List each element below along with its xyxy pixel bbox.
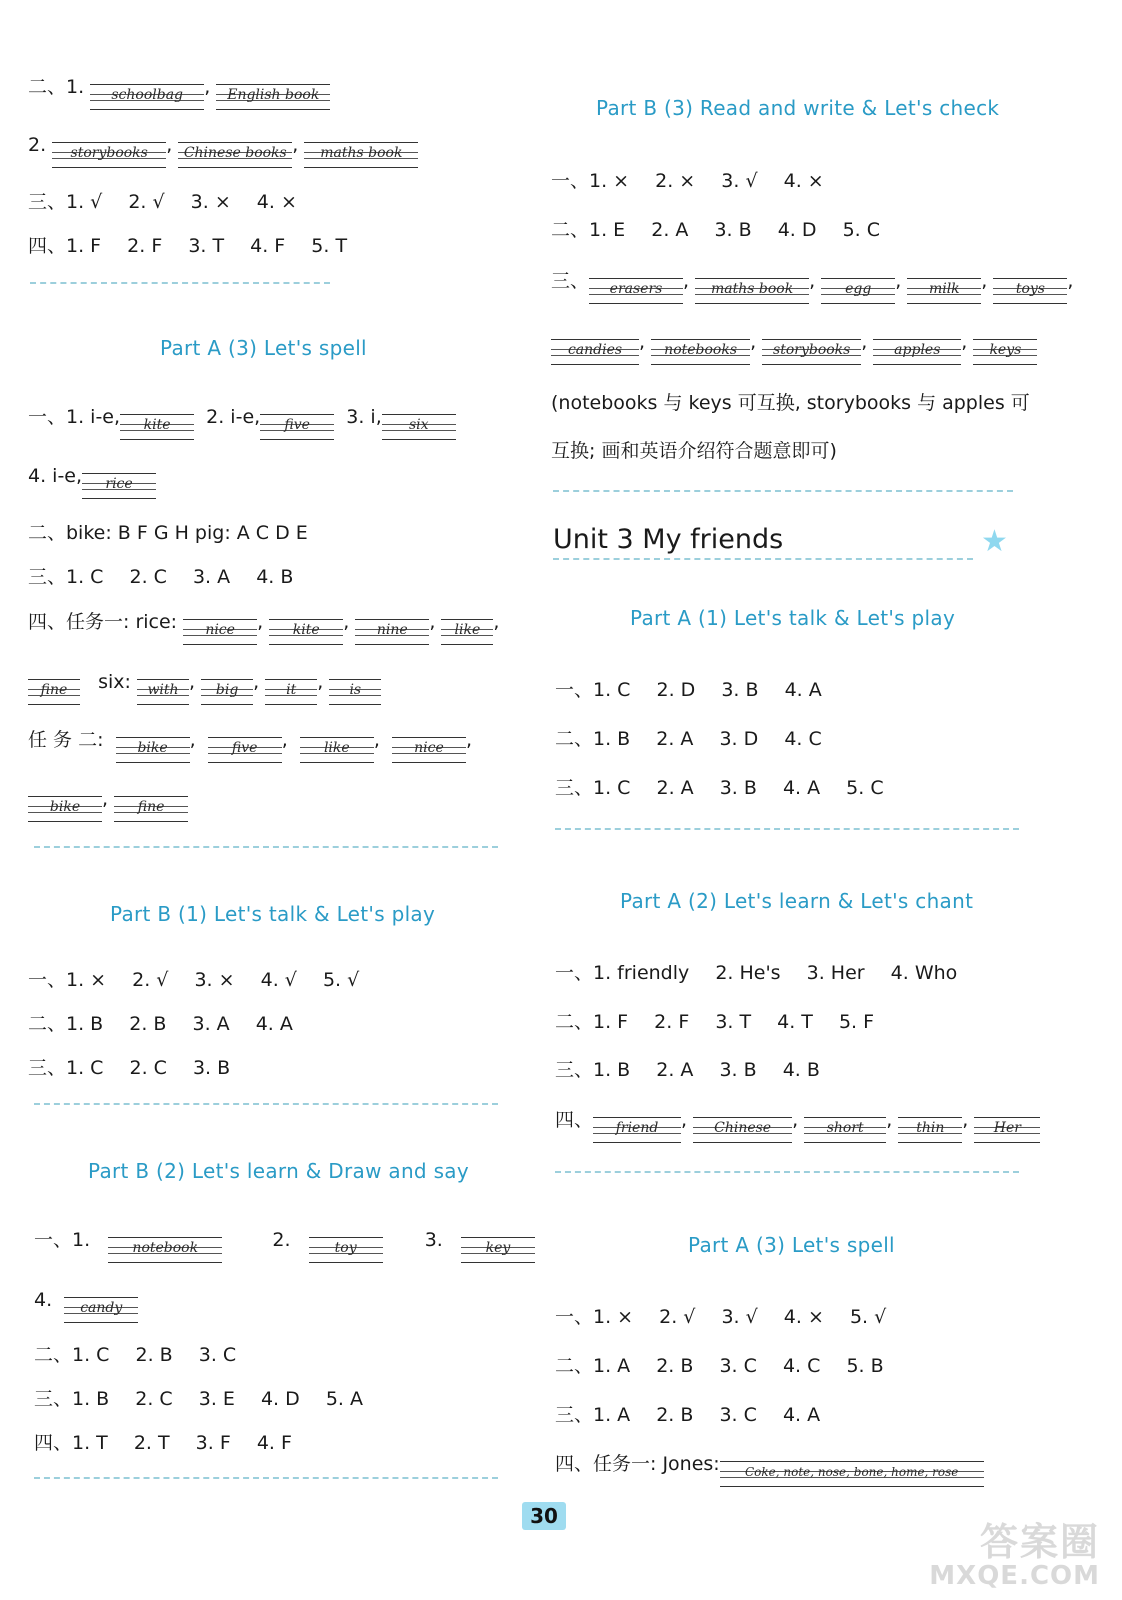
answer-word: key xyxy=(461,1237,535,1263)
answer-row xyxy=(28,1053,250,1083)
item-number: 2. xyxy=(272,1229,291,1251)
answer-item: 2. He's xyxy=(715,962,781,984)
answer-item: 5. √ xyxy=(322,969,360,991)
answer-item: 3. A xyxy=(192,566,231,588)
answer-item: 2. T xyxy=(133,1432,170,1454)
answer-item: 3. E xyxy=(198,1388,235,1410)
answer-item: 2. B xyxy=(129,1013,167,1035)
answer-item: 4. A xyxy=(782,1404,821,1426)
answer-item: 2. √ xyxy=(659,1306,696,1328)
answer-row: 二、bike: B F G H pig: A C D E xyxy=(28,522,308,544)
section-title: Part B (2) Let's learn & Draw and say xyxy=(88,1159,469,1183)
answer-row: 2. storybooks , Chinese books , maths book xyxy=(28,130,418,168)
answer-item: 二、1. E xyxy=(551,219,626,241)
item-number: 三、 xyxy=(551,270,590,292)
answer-item: 3. × xyxy=(190,191,231,213)
answer-item: 2. C xyxy=(129,566,167,588)
answer-word: nice xyxy=(392,737,466,763)
answer-word: maths book xyxy=(695,278,809,304)
answer-word: rice xyxy=(82,473,156,499)
answer-word: storybooks xyxy=(52,142,166,168)
answer-item: 4. T xyxy=(777,1011,813,1033)
answer-item: 二、1. F xyxy=(555,1011,629,1033)
answer-item: 4. B xyxy=(782,1059,820,1081)
answer-item: 5. √ xyxy=(849,1306,887,1328)
answer-item: 2. √ xyxy=(132,969,169,991)
answer-row xyxy=(555,1055,840,1085)
answer-word: five xyxy=(260,414,334,440)
answer-word: toys xyxy=(993,278,1067,304)
item-number: 3. i, xyxy=(346,406,382,428)
answer-item: 2. √ xyxy=(128,191,165,213)
answer-row xyxy=(551,215,900,245)
answer-row xyxy=(555,675,842,705)
answer-item: 4. D xyxy=(260,1388,300,1410)
answer-item: 5. F xyxy=(838,1011,875,1033)
answer-item: 二、1. A xyxy=(555,1355,631,1377)
answer-item: 二、1. B xyxy=(555,728,631,750)
answer-item: 4. B xyxy=(256,566,294,588)
answer-word: with xyxy=(137,679,189,705)
section-divider xyxy=(553,490,1013,492)
answer-row: 任 务 二: bike , five , like , nice , xyxy=(28,725,472,763)
answer-row xyxy=(34,1225,535,1263)
answer-row xyxy=(28,562,313,592)
answer-word: egg xyxy=(821,278,895,304)
answer-item: 4. F xyxy=(256,1432,292,1454)
answer-item: 4. A xyxy=(784,679,822,701)
answer-word: like xyxy=(300,737,374,763)
answer-item: 3. √ xyxy=(721,1306,758,1328)
answer-item: 三、1. A xyxy=(555,1404,631,1426)
answer-word: bike xyxy=(28,796,102,822)
answer-word: big xyxy=(201,679,253,705)
section-divider xyxy=(555,828,1019,830)
answer-row xyxy=(555,1351,904,1381)
answer-item: 二、1. C xyxy=(34,1344,110,1366)
answer-word: candy xyxy=(64,1297,138,1323)
answer-item: 一、1. × xyxy=(555,1306,634,1328)
answer-word: kite xyxy=(120,414,194,440)
unit-underline xyxy=(553,558,973,560)
answer-row: fine six: with , big , it , is xyxy=(28,667,381,705)
answer-row: 四、 friend , Chinese , short , thin , Her xyxy=(555,1105,1040,1143)
section-title: Part A (2) Let's learn & Let's chant xyxy=(620,889,974,913)
answer-item: 三、1. √ xyxy=(28,191,103,213)
answer-item: 一、1. friendly xyxy=(555,962,690,984)
answer-word: notebooks xyxy=(651,339,750,365)
item-number: 一、1. xyxy=(34,1229,91,1251)
answer-word: schoolbag xyxy=(90,84,204,110)
answer-item: 2. B xyxy=(656,1355,694,1377)
item-number: 3. xyxy=(424,1229,443,1251)
answer-item: 三、1. C xyxy=(28,1057,104,1079)
answer-item: 3. B xyxy=(721,679,759,701)
answer-item: 四、1. T xyxy=(34,1432,108,1454)
answer-item: 3. C xyxy=(719,1404,757,1426)
answer-word: bike xyxy=(116,737,190,763)
answer-row: 四、任务一: rice: nice , kite , nine , like , xyxy=(28,607,499,645)
answer-item: 2. × xyxy=(655,170,696,192)
answer-item: 2. D xyxy=(656,679,696,701)
answer-row xyxy=(28,231,367,261)
answer-item: 4. × xyxy=(783,170,824,192)
answer-item: 4. C xyxy=(784,728,822,750)
answer-word: Her xyxy=(974,1117,1040,1143)
answer-item: 4. C xyxy=(782,1355,821,1377)
answer-word: maths book xyxy=(304,142,418,168)
answer-word: Chinese books xyxy=(178,142,292,168)
answer-word: English book xyxy=(216,84,330,110)
answer-item: 3. × xyxy=(194,969,235,991)
answer-item: 2. C xyxy=(135,1388,173,1410)
answer-word: toy xyxy=(309,1237,383,1263)
item-number: 2. i-e, xyxy=(206,406,261,428)
answer-item: 2. A xyxy=(651,219,689,241)
answer-item: 2. F xyxy=(654,1011,690,1033)
answer-item: 三、1. B xyxy=(555,1059,631,1081)
answer-item: 2. F xyxy=(127,235,163,257)
answer-item: 一、1. C xyxy=(555,679,631,701)
answer-item: 3. C xyxy=(719,1355,757,1377)
section-title: Part A (1) Let's talk & Let's play xyxy=(630,606,956,630)
answer-item: 2. C xyxy=(129,1057,167,1079)
answer-row: 二、1. schoolbag , English book xyxy=(28,72,330,110)
answer-item: 三、1. C xyxy=(28,566,104,588)
answer-row xyxy=(555,1400,840,1430)
item-number: 四、任务一: Jones: xyxy=(555,1453,720,1475)
answer-item: 一、1. × xyxy=(28,969,107,991)
answer-item: 4. × xyxy=(256,191,297,213)
answer-item: 4. A xyxy=(255,1013,293,1035)
item-number: 一、1. i-e, xyxy=(28,406,121,428)
answer-row xyxy=(34,1285,138,1323)
section-divider xyxy=(34,1103,498,1105)
answer-row xyxy=(551,166,844,196)
answer-item: 4. F xyxy=(250,235,286,257)
answer-row xyxy=(28,965,379,995)
answer-row xyxy=(34,1340,256,1370)
answer-row xyxy=(555,1449,984,1487)
answer-row xyxy=(555,773,904,803)
answer-row xyxy=(34,1384,383,1414)
answer-word: is xyxy=(329,679,381,705)
item-number: 4. xyxy=(34,1289,53,1311)
section-title: Part B (1) Let's talk & Let's play xyxy=(110,902,436,926)
section-divider xyxy=(34,1477,498,1479)
answer-item: 3. B xyxy=(719,1059,757,1081)
answer-item: 3. A xyxy=(192,1013,230,1035)
answer-item: 2. A xyxy=(656,777,694,799)
answer-row xyxy=(555,1302,906,1332)
answer-word: it xyxy=(265,679,317,705)
answer-item: 4. √ xyxy=(260,969,297,991)
answer-item: 2. B xyxy=(656,1404,694,1426)
answer-item: 5. C xyxy=(846,777,884,799)
answer-word: Coke, note, nose, bone, home, rose xyxy=(720,1461,984,1487)
answer-word: Chinese xyxy=(693,1117,792,1143)
answer-row xyxy=(555,724,842,754)
answer-item: 4. Who xyxy=(890,962,958,984)
answer-word: keys xyxy=(973,339,1037,365)
note-text: (notebooks 与 keys 可互换, storybooks 与 apples 可 xyxy=(551,392,1030,414)
answer-word: friend xyxy=(593,1117,681,1143)
item-number: 二、1. xyxy=(28,76,85,98)
section-title: Part B (3) Read and write & Let's check xyxy=(596,96,1000,120)
answer-row xyxy=(28,461,156,499)
answer-word: five xyxy=(208,737,282,763)
answer-row: 三、 erasers , maths book , egg , milk , toys , xyxy=(551,266,1073,304)
answer-item: 4. D xyxy=(777,219,817,241)
unit-title: Unit 3 My friends xyxy=(553,524,784,555)
answer-word: nice xyxy=(183,619,257,645)
answer-item: 5. A xyxy=(325,1388,363,1410)
section-title: Part A (3) Let's spell xyxy=(160,336,367,360)
answer-item: 3. T xyxy=(715,1011,752,1033)
answer-item: 二、1. B xyxy=(28,1013,104,1035)
answer-word: milk xyxy=(907,278,981,304)
answer-row: bike , fine xyxy=(28,784,188,822)
answer-item: 4. A xyxy=(782,777,821,799)
item-number: six: xyxy=(98,671,131,693)
watermark-logo xyxy=(925,1522,1100,1592)
answer-row xyxy=(28,402,456,440)
answer-item: 3. C xyxy=(198,1344,237,1366)
section-divider xyxy=(555,1171,1019,1173)
answer-word: fine xyxy=(28,679,80,705)
answer-item: 3. D xyxy=(719,728,759,750)
answer-word: fine xyxy=(114,796,188,822)
answer-item: 四、1. F xyxy=(28,235,102,257)
answer-item: 5. T xyxy=(311,235,348,257)
section-divider xyxy=(34,846,498,848)
answer-item: 三、1. B xyxy=(34,1388,110,1410)
answer-item: 一、1. × xyxy=(551,170,630,192)
item-number: 四、任务一: rice: xyxy=(28,611,178,633)
answer-row xyxy=(34,1428,312,1458)
answer-item: 3. B xyxy=(714,219,752,241)
answer-row xyxy=(555,958,977,988)
answer-item: 3. T xyxy=(188,235,225,257)
answer-item: 3. Her xyxy=(806,962,865,984)
note-text: 互换; 画和英语介绍符合题意即可) xyxy=(551,440,837,462)
answer-item: 3. B xyxy=(192,1057,231,1079)
item-number: 四、 xyxy=(555,1109,594,1131)
answer-row xyxy=(555,1007,894,1037)
answer-item: 3. √ xyxy=(721,170,758,192)
answer-item: 2. A xyxy=(656,728,694,750)
answer-word: six xyxy=(382,414,456,440)
section-divider xyxy=(30,282,330,284)
item-number: 2. xyxy=(28,134,47,156)
answer-word: candies xyxy=(551,339,639,365)
star-icon: ★ xyxy=(981,524,1008,559)
answer-word: storybooks xyxy=(762,339,861,365)
answer-row xyxy=(28,1009,313,1039)
section-title: Part A (3) Let's spell xyxy=(688,1233,895,1257)
item-number: 4. i-e, xyxy=(28,465,83,487)
answer-item: 3. B xyxy=(719,777,757,799)
answer-word: kite xyxy=(269,619,343,645)
answer-item: 2. A xyxy=(656,1059,694,1081)
answer-item: 4. × xyxy=(783,1306,824,1328)
answer-word: thin xyxy=(898,1117,962,1143)
answer-word: short xyxy=(804,1117,886,1143)
answer-item: 5. B xyxy=(846,1355,884,1377)
answer-item: 5. C xyxy=(842,219,880,241)
answer-item: 三、1. C xyxy=(555,777,631,799)
answer-item: 3. F xyxy=(195,1432,231,1454)
answer-word: nine xyxy=(355,619,429,645)
watermark-url: MXQE.COM xyxy=(929,1561,1100,1591)
answer-word: like xyxy=(441,619,493,645)
watermark-text: 答案圈 xyxy=(979,1520,1100,1564)
answer-row xyxy=(28,187,317,217)
page-number: 30 xyxy=(522,1502,566,1530)
answer-word: erasers xyxy=(589,278,683,304)
answer-row: candies , notebooks , storybooks , apples , keys xyxy=(551,327,1037,365)
answer-word: apples xyxy=(873,339,961,365)
item-number: 任 务 二: xyxy=(28,729,104,751)
answer-item: 2. B xyxy=(135,1344,173,1366)
answer-word: notebook xyxy=(108,1237,222,1263)
